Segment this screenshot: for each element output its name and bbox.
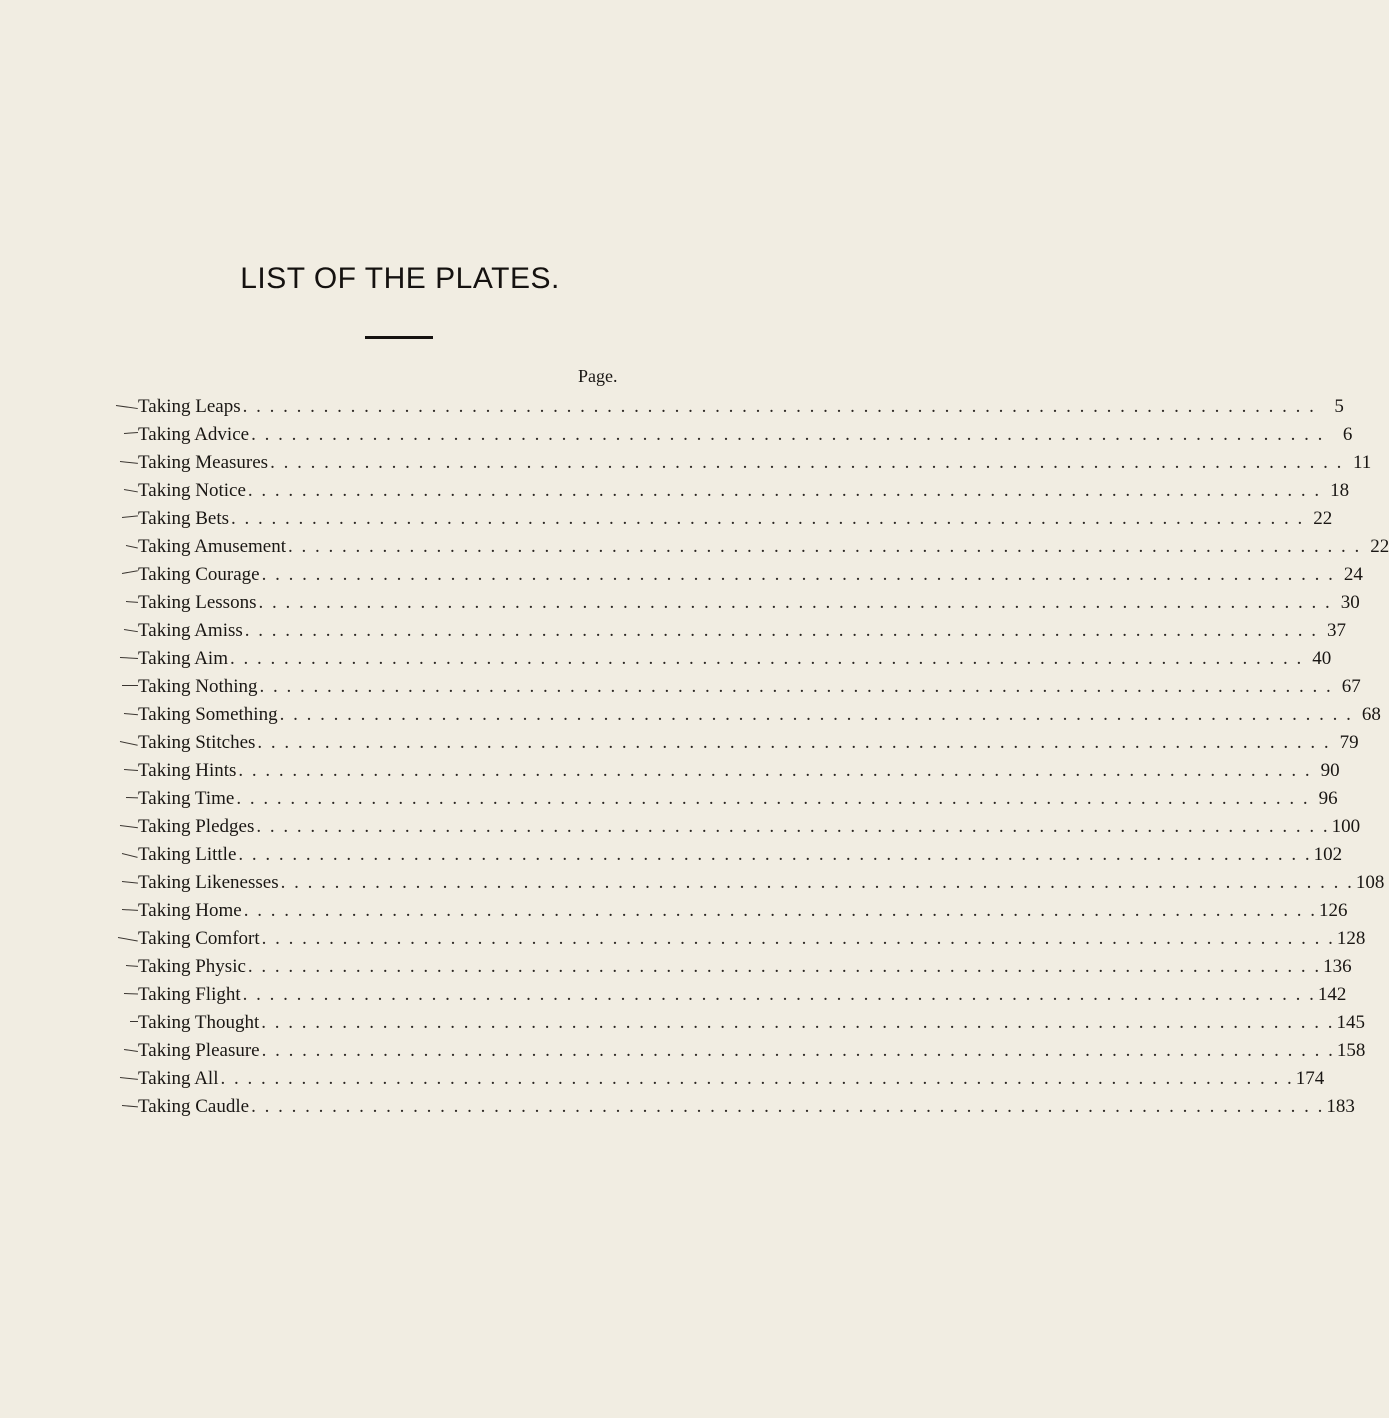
plate-entry (138, 533, 1389, 561)
plate-list-item (118, 869, 1385, 897)
dot-leader: . . . . . . . . . . . . . . . . . . . . . . . . . . . . . . . . . . . . . . . . . . . . . . . . . . . . . . . . . . . . . . . . . . . . . . . . . . . . . . . . (238, 844, 1312, 865)
plate-page-number: 37 (1327, 620, 1347, 641)
dot-leader: . . . . . . . . . . . . . . . . . . . . . . . . . . . . . . . . . . . . . . . . . . . . . . . . . . . . . . . . . . . . . . . . . . . . . . . . . . . . . . . . (247, 480, 1322, 501)
plate-title: Taking Leaps (138, 396, 241, 417)
pencil-tick-mark (120, 1077, 138, 1080)
plate-title: Taking Aim (138, 648, 228, 669)
plate-page-number: 68 (1361, 704, 1381, 725)
dot-leader: . . . . . . . . . . . . . . . . . . . . . . . . . . . . . . . . . . . . . . . . . . . . . . . . . . . . . . . . . . . . . . . . . . . . . . . . . . . . . . . . (261, 928, 1335, 949)
dot-leader: . . . . . . . . . . . . . . . . . . . . . . . . . . . . . . . . . . . . . . . . . . . . . . . . . . . . . . . . . . . . . . . . . . . . . . . . . . . . . . . . (231, 508, 1305, 529)
dot-leader: . . . . . . . . . . . . . . . . . . . . . . . . . . . . . . . . . . . . . . . . . . . . . . . . . . . . . . . . . . . . . . . . . . . . . . . . . . . . . . . . (258, 592, 1332, 613)
pencil-tick-mark (116, 405, 138, 409)
plate-entry (138, 729, 1359, 757)
dot-leader: . . . . . . . . . . . . . . . . . . . . . . . . . . . . . . . . . . . . . . . . . . . . . . . . . . . . . . . . . . . . . . . . . . . . . . . . . . . . . . . . (279, 704, 1353, 725)
plate-page-number: 30 (1340, 592, 1360, 613)
pencil-tick-mark (126, 797, 138, 798)
plate-entry (138, 449, 1372, 477)
plate-title: Taking Pleasure (138, 1040, 260, 1061)
plate-title: Taking Likenesses (138, 872, 279, 893)
pencil-tick-mark (118, 937, 138, 941)
plate-page-number: 183 (1326, 1096, 1355, 1117)
pencil-tick-mark (122, 515, 138, 518)
plate-title: Taking Flight (138, 984, 241, 1005)
plate-entry (138, 1065, 1325, 1093)
dot-leader: . . . . . . . . . . . . . . . . . . . . . . . . . . . . . . . . . . . . . . . . . . . . . . . . . . . . . . . . . . . . . . . . . . . . . . . . . . . . . . . . (238, 760, 1312, 781)
plate-title: Taking Advice (138, 424, 250, 445)
pencil-tick-mark (124, 489, 138, 492)
pencil-tick-mark (126, 601, 138, 603)
plate-list-item (118, 925, 1366, 953)
plate-entry (138, 785, 1338, 813)
plate-title: Taking Little (138, 844, 237, 865)
dot-leader: . . . . . . . . . . . . . . . . . . . . . . . . . . . . . . . . . . . . . . . . . . . . . . . . . . . . . . . . . . . . . . . . . . . . . . . . . . . . . . . . (251, 1096, 1325, 1117)
plate-title: Taking Notice (138, 480, 246, 501)
plate-title: Taking Amiss (138, 620, 243, 641)
plate-list-item (118, 981, 1347, 1009)
plate-list-item (118, 561, 1363, 589)
plate-page-number: 100 (1331, 816, 1361, 837)
plate-list-item (118, 477, 1350, 505)
plate-title: Taking Lessons (138, 592, 257, 613)
plate-title: Taking Caudle (138, 1096, 250, 1117)
plate-title: Taking Hints (138, 760, 237, 781)
plate-list-item (118, 673, 1361, 701)
plate-title: Taking Physic (138, 956, 246, 977)
plate-title: Taking Stitches (138, 732, 256, 753)
dot-leader: . . . . . . . . . . . . . . . . . . . . . . . . . . . . . . . . . . . . . . . . . . . . . . . . . . . . . . . . . . . . . . . . . . . . . . . . . . . . . . . . (270, 452, 1344, 473)
plate-page-number: 158 (1336, 1040, 1366, 1061)
dot-leader: . . . . . . . . . . . . . . . . . . . . . . . . . . . . . . . . . . . . . . . . . . . . . . . . . . . . . . . . . . . . . . . . . . . . . . . . . . . . . . . . (259, 676, 1333, 697)
plate-page-number: 22 (1313, 508, 1333, 529)
plate-list-item (118, 505, 1333, 533)
plate-entry (138, 393, 1344, 421)
plate-list-item (118, 757, 1340, 785)
pencil-tick-mark (130, 1021, 138, 1022)
pencil-tick-mark (122, 1105, 138, 1107)
plate-title: Taking Comfort (138, 928, 260, 949)
plate-entry (138, 813, 1361, 841)
plate-page-number: 22 (1370, 536, 1389, 557)
dot-leader: . . . . . . . . . . . . . . . . . . . . . . . . . . . . . . . . . . . . . . . . . . . . . . . . . . . . . . . . . . . . . . . . . . . . . . . . . . . . . . . . (280, 872, 1354, 893)
plate-title: Taking Thought (138, 1012, 260, 1033)
pencil-tick-mark (120, 825, 138, 828)
plate-page-number: 174 (1295, 1068, 1325, 1089)
plate-page-number: 24 (1343, 564, 1363, 585)
plate-list-item (118, 421, 1353, 449)
plate-page-number: 96 (1318, 788, 1338, 809)
plate-list-item (118, 645, 1332, 673)
dot-leader: . . . . . . . . . . . . . . . . . . . . . . . . . . . . . . . . . . . . . . . . . . . . . . . . . . . . . . . . . . . . . . . . . . . . . . . . . . . . . . . . (247, 956, 1322, 977)
plate-list-item (118, 701, 1381, 729)
dot-leader: . . . . . . . . . . . . . . . . . . . . . . . . . . . . . . . . . . . . . . . . . . . . . . . . . . . . . . . . . . . . . . . . . . . . . . . . . . . . . . . . (256, 816, 1330, 837)
plate-entry (138, 981, 1347, 1009)
plates-list (118, 393, 1389, 1121)
plate-list-item (118, 533, 1389, 561)
plate-entry (138, 617, 1347, 645)
plate-title: Taking Nothing (138, 676, 258, 697)
plate-entry (138, 757, 1340, 785)
plate-title: Taking Pledges (138, 816, 255, 837)
plate-list-item (118, 617, 1347, 645)
page-column-heading: Page. (578, 366, 618, 386)
plate-title: Taking Something (138, 704, 278, 725)
plate-entry (138, 701, 1381, 729)
pencil-tick-mark (124, 993, 138, 994)
plate-list-item (118, 1009, 1366, 1037)
pencil-tick-mark (124, 432, 138, 434)
dot-leader: . . . . . . . . . . . . . . . . . . . . . . . . . . . . . . . . . . . . . . . . . . . . . . . . . . . . . . . . . . . . . . . . . . . . . . . . . . . . . . . . (261, 564, 1335, 585)
plate-title: Taking Amusement (138, 536, 287, 557)
plate-page-number: 11 (1353, 452, 1372, 473)
plate-page-number: 145 (1336, 1012, 1366, 1033)
plate-list-item (118, 813, 1361, 841)
plate-page-number: 40 (1312, 648, 1332, 669)
plate-entry (138, 673, 1361, 701)
plate-entry (138, 421, 1353, 449)
dot-leader: . . . . . . . . . . . . . . . . . . . . . . . . . . . . . . . . . . . . . . . . . . . . . . . . . . . . . . . . . . . . . . . . . . . . . . . . . . . . . . . . (257, 732, 1331, 753)
dot-leader: . . . . . . . . . . . . . . . . . . . . . . . . . . . . . . . . . . . . . . . . . . . . . . . . . . . . . . . . . . . . . . . . . . . . . . . . . . . . . . . . (236, 788, 1310, 809)
plate-title: Taking Measures (138, 452, 269, 473)
plate-page-number: 142 (1317, 984, 1347, 1005)
pencil-tick-mark (122, 685, 138, 686)
plate-page-number: 18 (1330, 480, 1350, 501)
plate-list-item (118, 785, 1338, 813)
pencil-tick-mark (126, 545, 138, 548)
plate-page-number: 67 (1341, 676, 1361, 697)
plate-list-item (118, 449, 1372, 477)
plate-entry (138, 1009, 1366, 1037)
plate-list-item (118, 841, 1343, 869)
pencil-tick-mark (120, 657, 138, 659)
plate-entry (138, 953, 1352, 981)
pencil-tick-mark (124, 1049, 138, 1052)
plate-entry (138, 589, 1360, 617)
pencil-tick-mark (122, 909, 138, 911)
pencil-tick-mark (122, 853, 138, 858)
pencil-tick-mark (126, 965, 138, 967)
dot-leader: . . . . . . . . . . . . . . . . . . . . . . . . . . . . . . . . . . . . . . . . . . . . . . . . . . . . . . . . . . . . . . . . . . . . . . . . . . . . . . . . (261, 1040, 1335, 1061)
plate-list-item (118, 589, 1360, 617)
dot-leader: . . . . . . . . . . . . . . . . . . . . . . . . . . . . . . . . . . . . . . . . . . . . . . . . . . . . . . . . . . . . . . . . . . . . . . . . . . . . . . . . (261, 1012, 1335, 1033)
title-rule (365, 336, 433, 339)
plate-title: Taking Time (138, 788, 235, 809)
plate-title: Taking Bets (138, 508, 230, 529)
pencil-tick-mark (120, 741, 138, 746)
pencil-tick-mark (124, 769, 138, 771)
plate-list-item (118, 1065, 1325, 1093)
dot-leader: . . . . . . . . . . . . . . . . . . . . . . . . . . . . . . . . . . . . . . . . . . . . . . . . . . . . . . . . . . . . . . . . . . . . . . . . . . . . . . . . (244, 620, 1319, 641)
plate-entry (138, 561, 1363, 589)
plate-page-number: 6 (1342, 424, 1353, 445)
pencil-tick-mark (122, 881, 138, 884)
dot-leader: . . . . . . . . . . . . . . . . . . . . . . . . . . . . . . . . . . . . . . . . . . . . . . . . . . . . . . . . . . . . . . . . . . . . . . . . . . . . . . . . (242, 984, 1316, 1005)
pencil-tick-mark (124, 713, 138, 715)
plate-entry (138, 869, 1385, 897)
plate-title: Taking Courage (138, 564, 260, 585)
plate-entry (138, 645, 1332, 673)
dot-leader: . . . . . . . . . . . . . . . . . . . . . . . . . . . . . . . . . . . . . . . . . . . . . . . . . . . . . . . . . . . . . . . . . . . . . . . . . . . . . . . . (251, 424, 1325, 445)
dot-leader: . . . . . . . . . . . . . . . . . . . . . . . . . . . . . . . . . . . . . . . . . . . . . . . . . . . . . . . . . . . . . . . . . . . . . . . . . . . . . . . . (220, 1068, 1294, 1089)
plate-title: Taking Home (138, 900, 242, 921)
plate-entry (138, 477, 1350, 505)
pencil-tick-mark (122, 570, 138, 574)
plate-list-item (118, 729, 1359, 757)
plate-page-number: 126 (1318, 900, 1348, 921)
dot-leader: . . . . . . . . . . . . . . . . . . . . . . . . . . . . . . . . . . . . . . . . . . . . . . . . . . . . . . . . . . . . . . . . . . . . . . . . . . . . . . . . (242, 396, 1316, 417)
plate-entry (138, 505, 1333, 533)
pencil-tick-mark (120, 461, 138, 464)
plate-page-number: 128 (1336, 928, 1366, 949)
plate-list-item (118, 953, 1352, 981)
dot-leader: . . . . . . . . . . . . . . . . . . . . . . . . . . . . . . . . . . . . . . . . . . . . . . . . . . . . . . . . . . . . . . . . . . . . . . . . . . . . . . . . (243, 900, 1317, 921)
plate-page-number: 79 (1339, 732, 1359, 753)
plate-list-item (118, 1093, 1355, 1121)
plate-page-number: 136 (1323, 956, 1352, 977)
plate-entry (138, 897, 1348, 925)
page-title: LIST OF THE PLATES. (240, 262, 560, 295)
plate-list-item (118, 897, 1348, 925)
plate-page-number: 90 (1320, 760, 1340, 781)
plate-page-number: 5 (1334, 396, 1344, 417)
pencil-tick-mark (124, 629, 138, 632)
plate-list-item (118, 1037, 1366, 1065)
plate-entry (138, 841, 1343, 869)
plate-page-number: 102 (1313, 844, 1343, 865)
dot-leader: . . . . . . . . . . . . . . . . . . . . . . . . . . . . . . . . . . . . . . . . . . . . . . . . . . . . . . . . . . . . . . . . . . . . . . . . . . . . . . . . (229, 648, 1304, 669)
plate-entry (138, 1037, 1366, 1065)
plate-title: Taking All (138, 1068, 219, 1089)
plate-entry (138, 1093, 1355, 1121)
plate-list-item (118, 393, 1344, 421)
plate-entry (138, 925, 1366, 953)
plate-page-number: 108 (1355, 872, 1385, 893)
dot-leader: . . . . . . . . . . . . . . . . . . . . . . . . . . . . . . . . . . . . . . . . . . . . . . . . . . . . . . . . . . . . . . . . . . . . . . . . . . . . . . . . (288, 536, 1362, 557)
